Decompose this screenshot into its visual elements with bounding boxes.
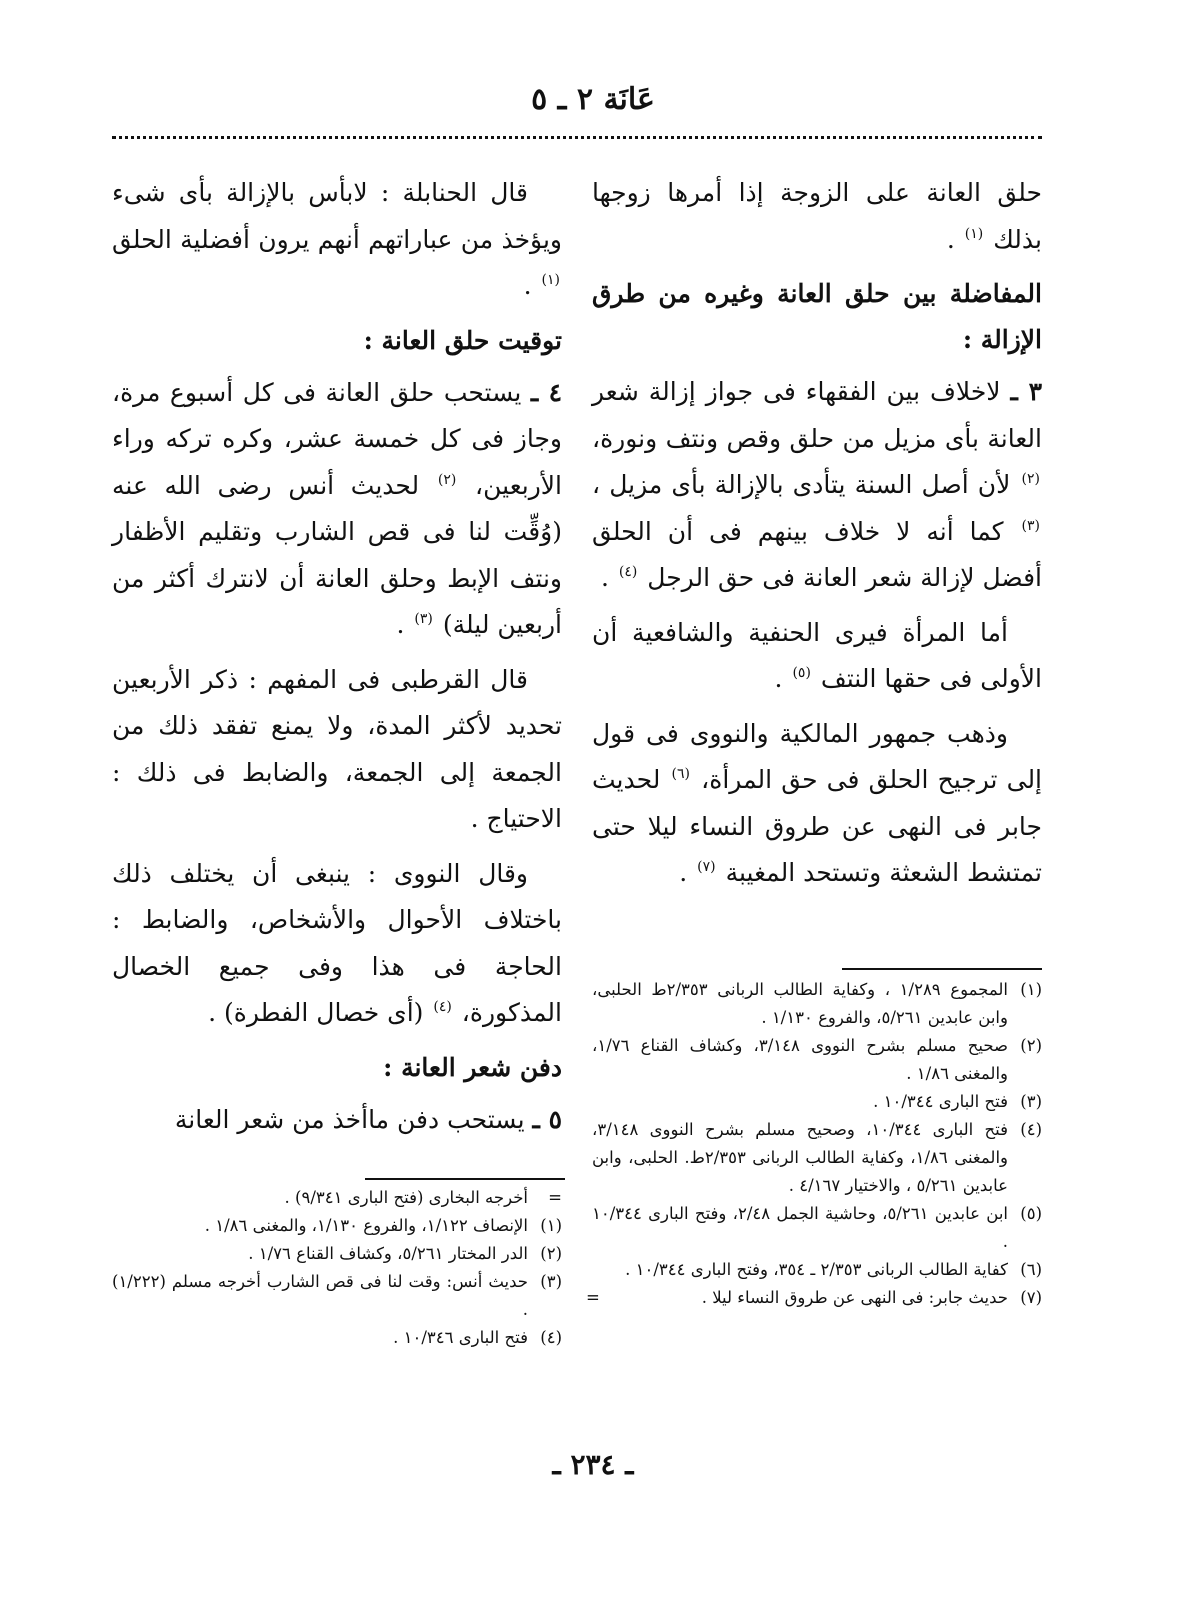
- footnote-ref: (٣): [1021, 517, 1040, 534]
- paragraph: [112, 170, 562, 310]
- section-number: ٤ ـ: [530, 377, 562, 407]
- text: كما أنه لا خلاف بينهم فى أن الحلق أفضل لإزالة شعر العانة فى حق الرجل: [592, 516, 1042, 592]
- footnote-mark: (٣): [540, 1272, 562, 1291]
- text: .: [396, 610, 405, 639]
- footnote-text: ابن عابدين ٥/٢٦١، وحاشية الجمل ٢/٤٨، وفتح البارى ١٠/٣٤٤ .: [592, 1204, 1009, 1251]
- text: قال الحنابلة : لابأس بالإزالة بأى شىء ويؤخذ من عباراتهم أنهم يرون أفضلية الحلق: [112, 178, 562, 254]
- footnote-text: كفاية الطالب الربانى ٢/٣٥٣ ـ ٣٥٤، وفتح البارى ١٠/٣٤٤ .: [625, 1260, 1008, 1279]
- footnote-ref: (٢): [1021, 471, 1040, 487]
- text: لاخلاف بين الفقهاء فى جواز إزالة شعر العانة بأى مزيل من حلق وقص ونتف ونورة،: [592, 377, 1042, 453]
- header-dotted-rule: [112, 136, 1042, 139]
- paragraph: [592, 369, 1042, 602]
- text: أما المرأة فيرى الحنفية والشافعية أن الأولى فى حقها النتف: [592, 617, 1042, 693]
- paragraph: [112, 657, 562, 843]
- section-number: ٣ ـ: [1010, 377, 1042, 406]
- text: يستحب حلق العانة فى كل أسبوع مرة، وجاز فى كل خمسة عشر، وكره تركه وراء الأربعين،: [112, 377, 562, 500]
- text: .: [679, 858, 688, 887]
- footnote-ref: (٢): [437, 471, 457, 488]
- footnote-ref: (١): [541, 272, 560, 288]
- footnote: [592, 1256, 1042, 1284]
- footnote: [112, 1212, 562, 1240]
- footnote-text: فتح البارى ١٠/٣٤٤، وصحيح مسلم بشرح النووى ٣/١٤٨، والمغنى ١/٨٦، وكفاية الطالب الربانى ٢/٣٥٣ط. الحلبى، وابن عابدين ٥/٢٦١ ، والاختيار ٤/١٦٧ .: [592, 1120, 1008, 1195]
- paragraph: [592, 711, 1042, 897]
- footnote-mark: =: [548, 1188, 562, 1207]
- footnote: [592, 1032, 1042, 1088]
- footnote: [112, 1184, 562, 1212]
- footnote-mark: (٤): [1020, 1120, 1042, 1139]
- footnote-mark: (٢): [540, 1244, 562, 1263]
- paragraph: [112, 370, 562, 649]
- right-column: [592, 170, 1042, 905]
- text: قال القرطبى فى المفهم : ذكر الأربعين تحديد لأكثر المدة، ولا يمنع تفقد ذلك من الجمعة إلى الجمعة، والضابط فى ذلك : الاحتياج .: [112, 664, 562, 833]
- footnote-text: فتح البارى ١٠/٣٤٤ .: [873, 1092, 1008, 1111]
- footnote-mark: (٣): [1020, 1092, 1042, 1111]
- paragraph: [592, 170, 1042, 263]
- footnote: [592, 1116, 1042, 1200]
- footnote-ref: (٥): [792, 665, 811, 681]
- footnote-text: أخرجه البخارى (فتح البارى ٩/٣٤١) .: [284, 1188, 528, 1207]
- paragraph: [112, 1097, 562, 1144]
- footnote-mark: (٥): [1020, 1204, 1042, 1223]
- text: .: [600, 563, 609, 592]
- footnote: [112, 1240, 562, 1268]
- footnote: [592, 976, 1042, 1032]
- text: .: [946, 224, 955, 254]
- footnote: [586, 1284, 1042, 1312]
- text: لحديث جابر فى النهى عن طروق النساء ليلا حتى تمتشط الشعثة وتستحد المغيبة: [592, 765, 1042, 887]
- footnote-text: حديث جابر: فى النهى عن طروق النساء ليلا .: [701, 1288, 1008, 1307]
- footnote-mark: (١): [1020, 980, 1042, 999]
- text: لحديث أنس رضى الله عنه (وُقِّت لنا فى قص الشارب وتقليم الأظفار ونتف الإبط وحلق العانة أن لانترك أكثر من أربعين ليلة): [112, 470, 562, 639]
- footnote-text: صحيح مسلم بشرح النووى ٣/١٤٨، وكشاف القناع ١/٧٦، والمغنى ١/٨٦ .: [592, 1036, 1009, 1083]
- footnote-mark: (١): [540, 1216, 562, 1235]
- footnote-mark: (٢): [1020, 1036, 1042, 1055]
- footnote: [592, 1200, 1042, 1256]
- paragraph: [112, 851, 562, 1037]
- footnote: [592, 1088, 1042, 1116]
- section-heading: توقيت حلق العانة :: [363, 325, 562, 355]
- footnote-ref: (٧): [697, 859, 716, 875]
- text: وقال النووى : ينبغى أن يختلف ذلك باختلاف الأحوال والأشخاص، والضابط : الحاجة فى هذا وفى جميع الخصال المذكورة،: [112, 858, 562, 1027]
- text: (أى خصال الفطرة) .: [208, 998, 424, 1027]
- footnote-separator: [842, 968, 1042, 970]
- text: يستحب دفن ماأخذ من شعر العانة: [174, 1104, 525, 1134]
- footnote-separator: [365, 1178, 565, 1180]
- footnote: [112, 1268, 562, 1324]
- section-number: ٥ ـ: [532, 1104, 562, 1134]
- text: لأن أصل السنة يتأدى بالإزالة بأى مزيل ،: [592, 470, 1011, 499]
- text: .: [523, 271, 532, 300]
- footnote-text: المجموع ١/٢٨٩ ، وكفاية الطالب الربانى ٢/٣٥٣ط الحلبى، وابن عابدين ٥/٢٦١، والفروع ١/١٣٠ .: [592, 980, 1008, 1027]
- footnote-mark: (٤): [540, 1328, 562, 1347]
- paragraph: [592, 610, 1042, 703]
- text: حلق العانة على الزوجة إذا أمرها زوجها بذلك: [592, 178, 1042, 254]
- section-heading: دفن شعر العانة :: [383, 1052, 562, 1082]
- footnote-mark: (٧): [1020, 1288, 1042, 1307]
- footnote-ref: (٦): [671, 766, 691, 782]
- left-column: [112, 170, 562, 1151]
- footnote-text: الإنصاف ١/١٢٢، والفروع ١/١٣٠، والمغنى ١/٨٦ .: [204, 1216, 528, 1235]
- footnote-ref: (٣): [414, 611, 433, 627]
- footnotes-right: [586, 976, 1042, 1312]
- text: .: [774, 664, 783, 693]
- footnote-text: الدر المختار ٥/٢٦١، وكشاف القناع ١/٧٦ .: [248, 1244, 528, 1263]
- footnote-ref: (١): [964, 225, 984, 242]
- footnote: [112, 1324, 562, 1352]
- footnote-mark: (٦): [1020, 1260, 1042, 1279]
- continuation-sign: =: [586, 1288, 600, 1307]
- footnote-text: حديث أنس: وقت لنا فى قص الشارب أخرجه مسلم (١/٢٢٢) .: [112, 1272, 528, 1319]
- footnote-ref: (٤): [618, 564, 638, 580]
- page-header-title: عَانَة ٢ ـ ٥: [531, 82, 655, 117]
- footnote-text: فتح البارى ١٠/٣٤٦ .: [393, 1328, 528, 1347]
- footnotes-left: [112, 1184, 562, 1352]
- section-heading: المفاضلة بين حلق العانة وغيره من طرق الإزالة :: [592, 279, 1042, 354]
- footnote-ref: (٤): [433, 999, 452, 1015]
- text: وذهب جمهور المالكية والنووى فى قول إلى ترجيح الحلق فى حق المرأة،: [592, 718, 1043, 794]
- page-number: ـ ٢٣٤ ـ: [552, 1448, 634, 1481]
